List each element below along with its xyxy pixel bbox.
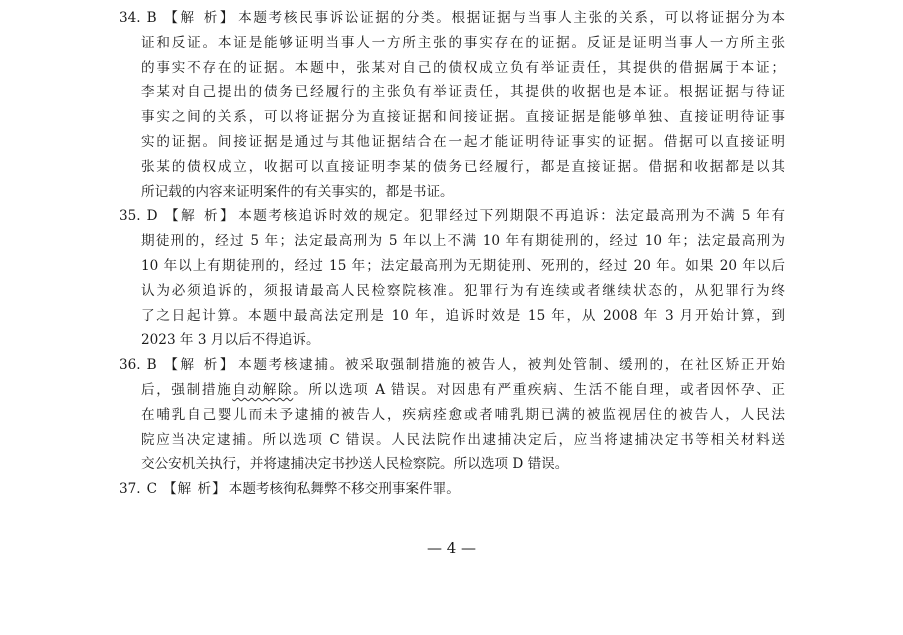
answer-letter: B [146,357,157,374]
answer-explanations [119,6,785,502]
text-segment: 本题考核民事诉讼证据的分类。根据证据与当事人主张的关系，可以将证据分为本 [238,10,785,26]
text-line: 张某的债权成立，收据可以直接证明李某的债务已经履行，都是直接证据。借据和收据都是以其 [141,158,785,175]
answer-letter: B [146,10,157,26]
answer-entry-37 [119,477,785,502]
text-line: 在哺乳自己婴儿而未予逮捕的被告人，疾病痊愈或者哺乳期已满的被监视居住的被告人，人民法 [141,406,785,423]
text-line [119,378,785,403]
text-line: 交公安机关执行，并将逮捕决定书抄送人民检察院。所以选项 D 错误。 [141,456,569,473]
text-line: 院应当决定逮捕。所以选项 C 错误。人民法院作出逮捕决定后，应当将逮捕决定书等相关材料送 [141,431,785,448]
text-line [119,6,785,31]
text-line: 10 年以上有期徒刑的，经过 15 年；法定最高刑为无期徒刑、死刑的，经过 20 年。如果 20 年以后 [141,257,785,274]
answer-letter: D [146,208,158,225]
analysis-tag: 【解 析】 [163,208,237,225]
text-line: 的事实不存在的证据。本题中，张某对自己的债权成立负有举证责任，其提供的借据属于本证； [141,59,785,76]
text-line [119,477,785,502]
text-line: 实的证据。间接证据是通过与其他证据结合在一起才能证明待证事实的证据。借据可以直接证明 [141,133,785,150]
text-line: 了之日起计算。本题中最高法定刑是 10 年，追诉时效是 15 年，从 2008 年 3 月开始计算，到 [141,307,785,324]
text-line: 认为必须追诉的，须报请最高人民检察院核准。犯罪行为有连续或者继续状态的，从犯罪行为终 [141,282,785,299]
text-segment: 。所以选项 A 错误。对因患有严重疾病、生活不能自理，或者因怀孕、正 [293,381,786,398]
text-segment: 后，强制措施 [141,381,233,398]
question-number: 37. [119,481,141,498]
text-line [119,204,785,229]
text-line: 所记载的内容来证明案件的有关事实的，都是书证。 [141,183,454,200]
question-number: 35. [119,208,141,225]
text-line: 李某对自己提出的债务已经履行的主张负有举证责任，其提供的收据也是本证。根据证据与待证 [141,84,785,101]
text-line: 证和反证。本证是能够证明当事人一方所主张的事实存在的证据。反证是证明当事人一方所主张 [141,34,785,51]
text-line [119,353,785,378]
text-segment: 本题考核徇私舞弊不移交刑事案件罪。 [228,481,460,498]
analysis-tag: 【解 析】 [163,481,227,498]
analysis-tag: 【解 析】 [162,357,237,374]
text-line: 期徒刑的，经过 5 年；法定最高刑为 5 年以上不满 10 年有期徒刑的，经过 10 年；法定最高刑为 [141,233,785,250]
answer-entry-36 [119,353,785,477]
text-line: 2023 年 3 月以后不得追诉。 [141,332,320,349]
answer-entry-35 [119,204,785,353]
question-number: 34. [119,10,141,26]
question-number: 36. [119,357,141,374]
wavy-underlined-text: 自动解除 [232,381,294,398]
answer-letter: C [146,481,158,498]
text-line: 事实之间的关系，可以将证据分为直接证据和间接证据。直接证据是能够单独、直接证明待证事 [141,109,785,126]
text-segment: 本题考核逮捕。被采取强制措施的被告人，被判处管制、缓刑的，在社区矫正开始 [238,357,785,374]
answer-entry-34 [119,6,785,204]
text-segment: 本题考核追诉时效的规定。犯罪经过下列期限不再追诉：法定最高刑为不满 5 年有 [238,208,785,225]
page-number: — 4 — [426,539,477,557]
analysis-tag: 【解 析】 [162,10,237,26]
